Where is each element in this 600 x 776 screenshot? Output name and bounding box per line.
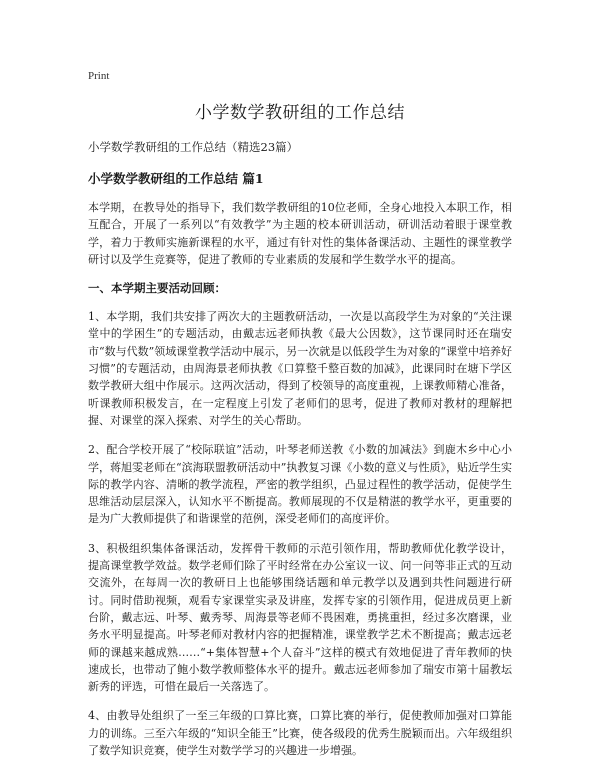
activity-review-heading: 一、本学期主要活动回顾：: [88, 281, 226, 296]
intro-paragraph: 本学期，在教导处的指导下，我们数学教研组的10位老师，全身心地投入本职工作，相互配合，开展了一系列以“有效教学”为主题的校本研训活动，研训活动着眼于课堂教学，着力于教师实施新课程的水平，通过有针对性的集体备课活动、主题性的课堂教学研讨以及学生竞赛等，促进了教师的专业素质的发展和学生数学水平的提高。: [88, 201, 512, 266]
activity-paragraph-3: 3、积极组织集体备课活动，发挥骨干教师的示范引领作用，帮助教师优化教学设计，提高课堂教学效益。数学老师们除了平时经常在办公室议一议、问一问等非正式的互动交流外，在每周一次的教研日上也能够围绕话题和单元教学以及遇到共性问题进行研讨。同时借助视频，观看专家课堂实录及讲座，发挥专家的引领作用，促进成员更上新台阶，戴志远、叶琴、戴秀琴、周海景等老师不畏困难，勇挑重担，经过多次磨课，业务水平明显提高。叶琴老师对教材内容的把握精准，课堂教学艺术不断提高；戴志远老师的课越来越成熟……“+集体智慧+个人奋斗”这样的模式有效地促进了青年教师的快速成长，也带动了鲍小数学教师整体水平的提升。戴志远老师参加了瑞安市第十届教坛新秀的评选，可惜在最后一关落选了。: [88, 541, 512, 694]
print-link[interactable]: Print: [88, 70, 110, 82]
activity-paragraph-4: 4、由教导处组织了一至三年级的口算比赛，口算比赛的举行，促使教师加强对口算能力的训练。三至六年级的“知识全能王”比赛，使各级段的优秀生脱颖而出。六年级组织了数学知识竞赛，使学生对数学学习的兴趣进一步增强。: [88, 709, 512, 758]
activity-paragraph-1: 1、本学期，我们共安排了两次大的主题教研活动，一次是以高段学生为对象的“关注课堂中的学困生”的专题活动，由戴志远老师执教《最大公因数》，这节课同时还在瑞安市“数与代数”领域课堂教学活动中展示，另一次就是以低段学生为对象的“课堂中培养好习惯”的专题活动，由周海景老师执教《口算整千整百数的加减》，此课同时在塘下学区数学教研大组中作展示。这两次活动，得到了校领导的高度重视，上课教师精心准备，听课教师积极发言，在一定程度上引发了老师们的思考，促进了教师对教材的理解把握、对课堂的深入探索、对学生的关心帮助。: [88, 310, 512, 427]
document-title: 小学数学教研组的工作总结: [195, 103, 405, 123]
document-subtitle: 小学数学教研组的工作总结（精选23篇）: [88, 140, 299, 154]
activity-paragraph-2: 2、配合学校开展了“校际联谊”活动，叶琴老师送教《小数的加减法》到鹿木乡中心小学，蒋旭雯老师在“滨海联盟教研活动中”执教复习课《小数的意义与性质》，贴近学生实际的教学内容、清晰的教学流程，严密的教学组织，凸显过程性的教学活动，促使学生思维活动层层深入，认知水平不断提高。教师展现的不仅是精湛的教学水平，更重要的是为广大教师提供了和谐课堂的范例，深受老师们的高度评价。: [88, 443, 512, 526]
section-title: 小学数学教研组的工作总结 篇1: [88, 171, 264, 186]
